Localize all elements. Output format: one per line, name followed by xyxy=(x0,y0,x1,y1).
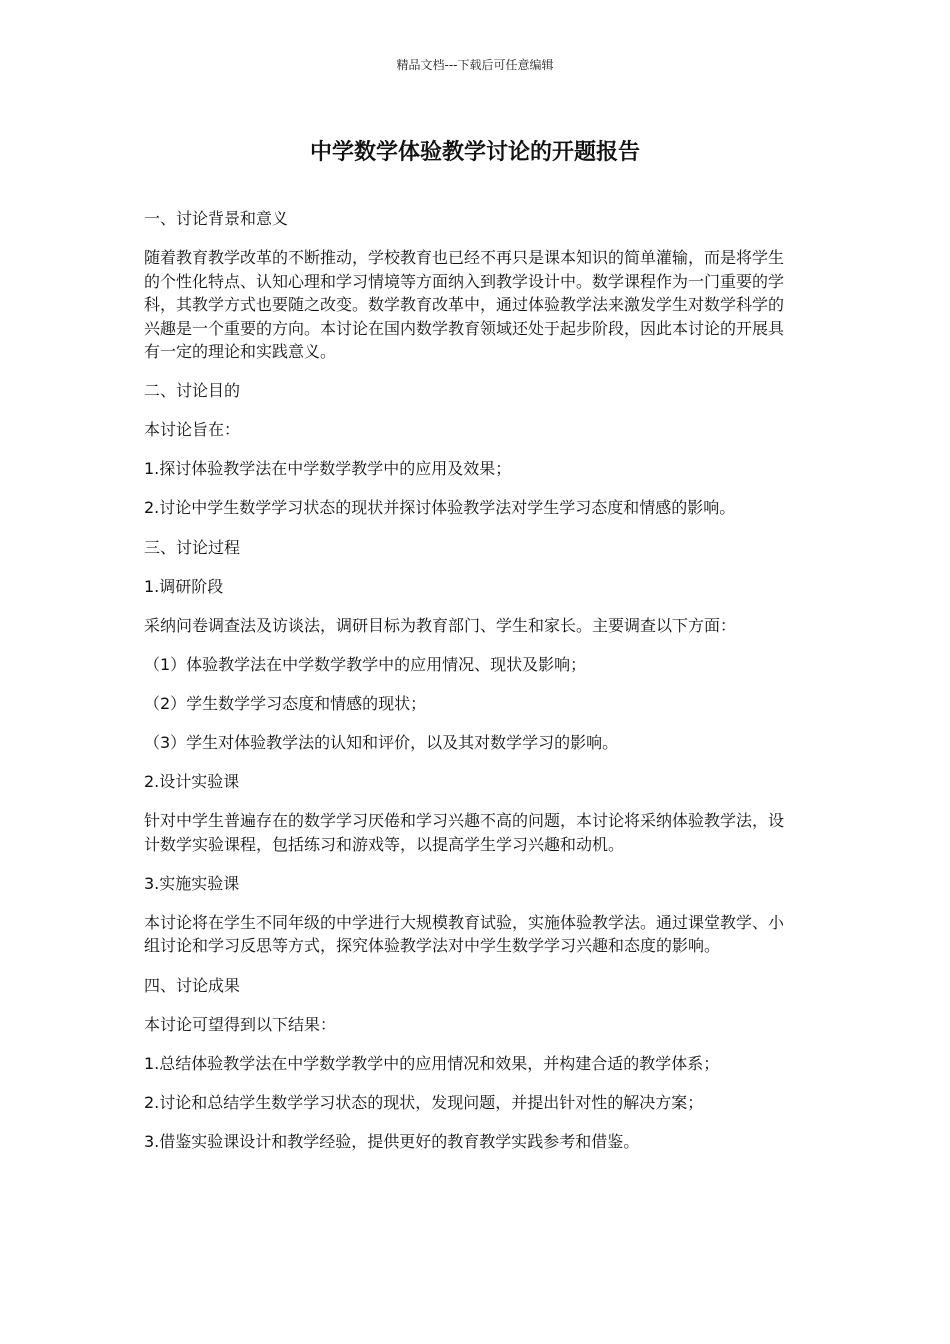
document-body xyxy=(144,207,798,1169)
section-heading-process: 三、讨论过程 xyxy=(144,537,241,557)
list-item-survey-2: （2）学生数学学习态度和情感的现状； xyxy=(144,693,427,713)
section-heading-results: 四、讨论成果 xyxy=(144,975,241,995)
paragraph-implement-lesson: 本讨论将在学生不同年级的中学进行大规模教育试验，实施体验教学法。通过课堂教学、小组讨论和学习反思等方式，探究体验教学法对中学生数学学习兴趣和态度的影响。 xyxy=(144,912,785,956)
paragraph-design-lesson: 针对中学生普遍存在的数学学习厌倦和学习兴趣不高的问题，本讨论将采纳体验教学法，设计数学实验课程，包括练习和游戏等，以提高学生学习兴趣和动机。 xyxy=(144,811,785,854)
list-item-purpose-1: 1.探讨体验教学法在中学数学教学中的应用及效果； xyxy=(144,459,512,479)
subheading-research-stage: 1.调研阶段 xyxy=(144,576,224,596)
list-item-purpose-2: 2.讨论中学生数学学习状态的现状并探讨体验教学法对学生学习态度和情感的影响。 xyxy=(144,498,736,518)
paragraph-results-intro: 本讨论可望得到以下结果： xyxy=(144,1014,337,1034)
paragraph-background: 随着教育教学改革的不断推动，学校教育也已经不再只是课本知识的简单灌输，而是将学生的个性化特点、认知心理和学习情境等方面纳入到教学设计中。数学课程作为一门重要的学科，其教学方式也要随之改变。数学教育改革中，通过体验教学法来激发学生对数学科学的兴趣是一个重要的方向。本讨论在国内数学教育领域还处于起步阶段，因此本讨论的开展具有一定的理论和实践意义。 xyxy=(144,248,785,362)
list-item-result-3: 3.借鉴实验课设计和教学经验，提供更好的教育教学实践参考和借鉴。 xyxy=(144,1131,640,1151)
document-title: 中学数学体验教学讨论的开题报告 xyxy=(309,140,640,165)
section-heading-background: 一、讨论背景和意义 xyxy=(144,209,289,228)
subheading-design-lesson: 2.设计实验课 xyxy=(144,772,240,792)
list-item-survey-1: （1）体验教学法在中学数学教学中的应用情况、现状及影响； xyxy=(144,654,587,674)
paragraph-research-method: 采纳问卷调查法及访谈法，调研目标为教育部门、学生和家长。主要调查以下方面： xyxy=(144,615,737,635)
section-heading-purpose: 二、讨论目的 xyxy=(144,381,241,401)
list-item-result-2: 2.讨论和总结学生数学学习状态的现状，发现问题，并提出针对性的解决方案； xyxy=(144,1092,704,1112)
paragraph-purpose-intro: 本讨论旨在： xyxy=(144,420,241,440)
subheading-implement-lesson: 3.实施实验课 xyxy=(144,873,240,893)
list-item-survey-3: （3）学生对体验教学法的认知和评价，以及其对数学学习的影响。 xyxy=(144,733,619,753)
page-header: 精品文档---下载后可任意编辑 xyxy=(396,58,554,72)
list-item-result-1: 1.总结体验教学法在中学数学教学中的应用情况和效果，并构建合适的教学体系； xyxy=(144,1053,720,1073)
